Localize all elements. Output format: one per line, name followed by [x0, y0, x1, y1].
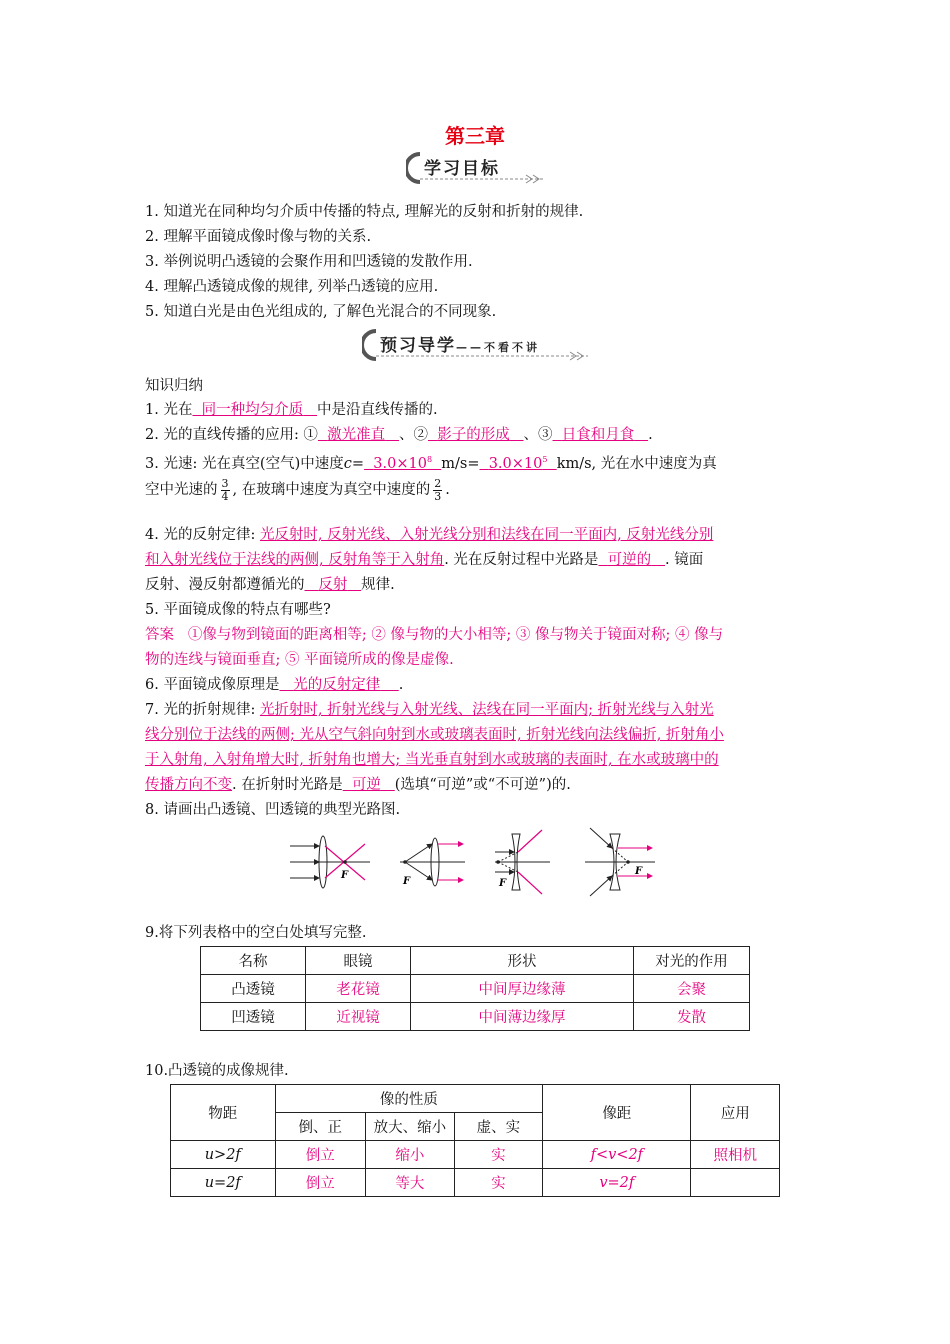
- table-cell: 缩小: [366, 1141, 455, 1169]
- table-row: [201, 1003, 750, 1031]
- table-header: 对光的作用: [634, 947, 750, 975]
- lens-table: [200, 946, 750, 1031]
- answer-fill: 和入射光线位于法线的两侧, 反射角等于入射角: [145, 552, 445, 568]
- table-row: [171, 1169, 780, 1197]
- focus-label: F: [341, 870, 349, 881]
- question-7: 7. 光的折射规律: 光折射时, 折射光线与入射光线、法线在同一平面内; 折射光线与入射光: [145, 702, 714, 718]
- answer-fill: $3.0\times 10^5$: [488, 455, 548, 472]
- table-header: 应用: [691, 1085, 780, 1141]
- convex-lens-focus-diagram: [400, 838, 465, 887]
- table-header-row: [201, 947, 750, 975]
- question-1: 1. 光在 同一种均匀介质 中是沿直线传播的.: [145, 402, 438, 418]
- imaging-rule-table: [170, 1084, 780, 1197]
- question-7-cont: [145, 749, 810, 771]
- answer-fill: 反射: [318, 577, 348, 593]
- question-4: 4. 光的反射定律: 光反射时, 反射光线、入射光线分别和法线在同一平面内, 反射光线分别: [145, 527, 714, 543]
- knowledge-heading: 知识归纳: [145, 378, 203, 394]
- table-subheader: 放大、缩小: [366, 1113, 455, 1141]
- table-cell: f<v<2f: [543, 1141, 691, 1169]
- table-header: 像距: [543, 1085, 691, 1141]
- concave-lens-diverging-diagram: [495, 830, 550, 894]
- table-cell: 凹透镜: [201, 1003, 306, 1031]
- lens-ray-diagrams: [285, 826, 665, 898]
- table-cell: 倒立: [275, 1141, 366, 1169]
- question-3: 3. 光速: 光在真空(空气)中速度$c= 3.0\times 10^8$ $m/s= 3.0\times 10^5$ km/s, 光在水中速度为真: [145, 455, 717, 472]
- table-cell: 实: [454, 1169, 543, 1197]
- goal-item: 3. 举例说明凸透镜的会聚作用和凹透镜的发散作用.: [145, 254, 473, 270]
- table-header: 眼镜: [306, 947, 411, 975]
- answer-fill: $3.0\times 10^8$: [373, 455, 433, 472]
- table-row: [201, 975, 750, 1003]
- question-7-cont: 传播方向不变. 在折射时光路是 可逆 (选填“可逆”或“不可逆”)的.: [145, 777, 571, 793]
- question-8: 8. 请画出凸透镜、凹透镜的典型光路图.: [145, 802, 401, 818]
- table-header-row: [171, 1085, 780, 1113]
- answer-5: 答案 ①像与物到镜面的距离相等; ② 像与物的大小相等; ③ 像与物关于镜面对称; ④ 像与: [145, 627, 724, 643]
- convex-lens-converging-diagram: [290, 836, 370, 888]
- table-cell: 中间薄边缘厚: [411, 1003, 634, 1031]
- question-6: 6. 平面镜成像原理是 光的反射定律 .: [145, 677, 404, 693]
- answer-fill: 可逆: [351, 777, 381, 793]
- table-header: 名称: [201, 947, 306, 975]
- focus-label: F: [403, 876, 411, 887]
- goals-heading: 学习目标: [424, 159, 500, 179]
- table-header: 像的性质: [275, 1085, 543, 1113]
- question-3-cont: 空中光速的 $\frac{3}{4}$ , 在玻璃中速度为真空中速度的 $\frac{2}{3}$ .: [145, 476, 450, 503]
- table-cell: 倒立: [275, 1169, 366, 1197]
- fraction: $\frac{2}{3}$: [434, 476, 442, 503]
- question-7-cont: [145, 724, 810, 746]
- table-cell: 照相机: [691, 1141, 780, 1169]
- table-row: [171, 1141, 780, 1169]
- table-header: 形状: [411, 947, 634, 975]
- table-cell: [691, 1169, 780, 1197]
- answer-fill: 传播方向不变: [145, 777, 232, 793]
- fraction: $\frac{3}{4}$: [221, 476, 229, 503]
- table-cell: 等大: [366, 1169, 455, 1197]
- preview-banner: [362, 327, 592, 363]
- question-9: 9.将下列表格中的空白处填写完整.: [145, 925, 367, 941]
- question-5: 5. 平面镜成像的特点有哪些?: [145, 602, 331, 618]
- table-cell: u>2f: [171, 1141, 276, 1169]
- chapter-title: 第三章: [445, 124, 505, 148]
- answer-fill: 光折射时, 折射光线与入射光线、法线在同一平面内; 折射光线与入射光: [259, 702, 714, 718]
- preview-subheading: ——不看不讲: [456, 341, 540, 354]
- table-cell: u=2f: [171, 1169, 276, 1197]
- question-4-cont: 反射、漫反射都遵循光的 反射 规律.: [145, 577, 395, 593]
- table-cell: 近视镜: [306, 1003, 411, 1031]
- focus-label: F: [635, 866, 643, 877]
- table-header: 物距: [171, 1085, 276, 1141]
- table-cell: v=2f: [543, 1169, 691, 1197]
- table-subheader: 倒、正: [275, 1113, 366, 1141]
- table-subheader: 虚、实: [454, 1113, 543, 1141]
- question-2: 2. 光的直线传播的应用: ① 激光准直 、② 影子的形成 、③ 日食和月食 .: [145, 427, 653, 443]
- answer-fill: 日食和月食: [561, 427, 635, 443]
- goals-banner: [406, 150, 546, 186]
- table-cell: 发散: [634, 1003, 750, 1031]
- goal-item: 2. 理解平面镜成像时像与物的关系.: [145, 229, 372, 245]
- answer-fill: 光的反射定律: [293, 677, 381, 693]
- concave-lens-parallel-diagram: [585, 828, 655, 896]
- table-cell: 会聚: [634, 975, 750, 1003]
- goal-item: 1. 知道光在同种均匀介质中传播的特点, 理解光的反射和折射的规律.: [145, 204, 584, 220]
- question-4-cont: 和入射光线位于法线的两侧, 反射角等于入射角. 光在反射过程中光路是 可逆的 . 镜面: [145, 552, 704, 568]
- table-cell: 老花镜: [306, 975, 411, 1003]
- answer-5-cont: 物的连线与镜面垂直; ⑤ 平面镜所成的像是虚像.: [145, 652, 454, 668]
- answer-fill: 同一种均匀介质: [201, 402, 304, 418]
- answer-fill: 激光准直: [327, 427, 386, 443]
- question-10: 10.凸透镜的成像规律.: [145, 1063, 289, 1079]
- table-cell: 实: [454, 1141, 543, 1169]
- table-cell: 凸透镜: [201, 975, 306, 1003]
- goal-item: 5. 知道白光是由色光组成的, 了解色光混合的不同现象.: [145, 304, 497, 320]
- goal-item: 4. 理解凸透镜成像的规律, 列举凸透镜的应用.: [145, 279, 439, 295]
- answer-fill: 光反射时, 反射光线、入射光线分别和法线在同一平面内, 反射光线分别: [259, 527, 714, 543]
- answer-fill: 可逆的: [607, 552, 652, 568]
- focus-label: F: [499, 878, 507, 889]
- answer-fill: 影子的形成: [437, 427, 510, 443]
- answer-fill: 于入射角, 入射角增大时, 折射角也增大; 当光垂直射到水或玻璃的表面时, 在水或玻璃中的: [145, 752, 719, 768]
- answer-fill: 线分别位于法线的两侧; 光从空气斜向射到水或玻璃表面时, 折射光线向法线偏折, 折射角小: [145, 727, 724, 743]
- table-cell: 中间厚边缘薄: [411, 975, 634, 1003]
- preview-heading: 预习导学: [380, 336, 456, 356]
